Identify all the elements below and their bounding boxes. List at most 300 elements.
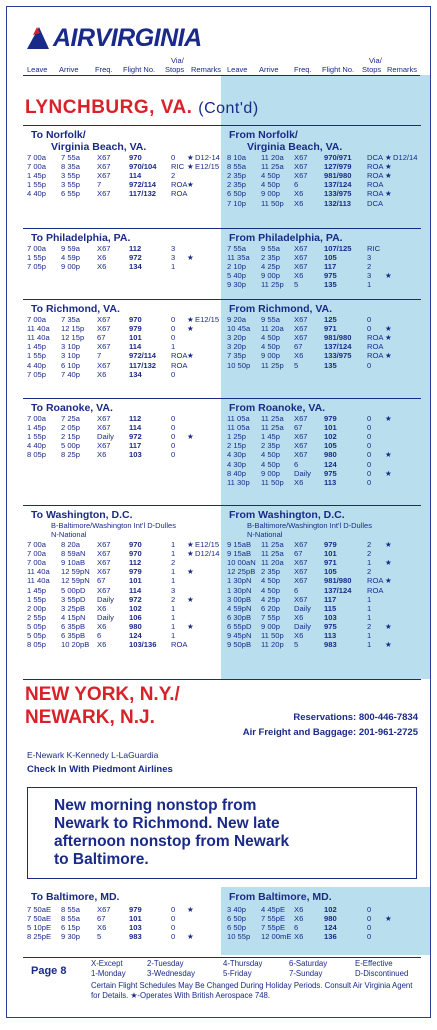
via-stops: 1 xyxy=(171,567,176,577)
arrive-time: 9 10aB xyxy=(61,558,86,568)
flight-number: 133/975 xyxy=(324,189,352,199)
via-stops: ROA xyxy=(367,189,384,199)
leave-time: 5 40p xyxy=(227,271,247,281)
arrive-time: 6 15p xyxy=(61,923,81,933)
frequency: X67 xyxy=(97,342,111,352)
frequency: X6 xyxy=(97,369,107,379)
frequency: X67 xyxy=(294,558,308,568)
city-title-lynchburg xyxy=(25,97,259,119)
to-destination-title: To Norfolk/ xyxy=(31,129,86,141)
via-stops: 0 xyxy=(367,315,372,324)
via-stops: 0 xyxy=(171,153,176,162)
frequency: X67 xyxy=(294,162,308,172)
schedule-row xyxy=(7,460,430,469)
flight-number: 101 xyxy=(129,576,142,586)
arrive-time: 9 00p xyxy=(261,189,281,199)
arrive-time: 9 00p xyxy=(261,271,281,281)
arrive-time: 6 20p xyxy=(261,603,281,613)
leave-time: 7 00a xyxy=(27,244,47,253)
frequency: X67 xyxy=(294,441,308,451)
via-stops: DCA xyxy=(367,198,384,208)
arrive-time: 11 50p xyxy=(261,477,284,487)
remark: E12/15 xyxy=(195,315,220,324)
arrive-time: 4 50p xyxy=(261,459,281,469)
schedule-row xyxy=(7,549,430,558)
via-stops: RIC xyxy=(171,162,185,172)
leave-time: 1 45p xyxy=(27,423,47,433)
col-via: Via/ xyxy=(171,56,184,65)
to-destination-title: To Roanoke, VA. xyxy=(31,402,113,414)
flight-number: 970/104 xyxy=(129,162,157,172)
schedule-row xyxy=(7,262,430,271)
via-stops: ROA xyxy=(171,189,188,199)
aerospace-star: ★ xyxy=(187,351,194,361)
frequency: X67 xyxy=(97,244,111,253)
flight-number: 114 xyxy=(129,585,142,595)
frequency: X67 xyxy=(97,315,111,324)
via-stops: 1 xyxy=(171,612,176,622)
leave-time: 11 40a xyxy=(27,333,50,343)
schedule-row xyxy=(7,576,430,585)
frequency: X67 xyxy=(97,189,111,199)
leave-time: 1 45p xyxy=(27,585,47,595)
arrive-time: 9 30p xyxy=(61,932,81,942)
aerospace-star: ★ xyxy=(385,162,392,172)
leave-time: 8 10a xyxy=(227,153,247,162)
schedule-row xyxy=(7,567,430,576)
arrive-time: 4 50p xyxy=(261,180,281,190)
schedule-row xyxy=(7,450,430,459)
aerospace-star: ★ xyxy=(187,432,194,442)
city-name: LYNCHBURG, VA. xyxy=(25,97,193,118)
flight-number: 113 xyxy=(324,477,337,487)
flight-number: 134 xyxy=(129,369,142,379)
leave-time: 6 30pB xyxy=(227,612,252,622)
aerospace-star: ★ xyxy=(187,549,194,559)
aerospace-star: ★ xyxy=(187,162,194,172)
flight-number: 979 xyxy=(129,567,142,577)
leave-time: 1 45p xyxy=(27,171,47,181)
ny-airports-legend: E-Newark K-Kennedy L-LaGuardia xyxy=(27,750,159,760)
flight-number: 112 xyxy=(129,244,142,253)
leave-time: 3 20p xyxy=(227,342,247,352)
frequency: X6 xyxy=(294,914,304,924)
frequency: 67 xyxy=(294,423,303,433)
legend-item: 5-Friday xyxy=(223,969,252,978)
arrive-time: 4 50p xyxy=(261,450,281,460)
flight-number: 113 xyxy=(324,631,337,640)
arrive-time: 4 45pE xyxy=(261,905,286,914)
aerospace-star: ★ xyxy=(385,914,392,924)
frequency: 5 xyxy=(294,280,299,290)
aerospace-star: ★ xyxy=(385,153,392,162)
arrive-time: 3 55p xyxy=(61,180,81,190)
arrive-time: 8 35a xyxy=(61,162,81,172)
arrive-time: 3 55p xyxy=(61,171,81,181)
frequency: X67 xyxy=(97,171,111,181)
schedule-row xyxy=(7,613,430,622)
via-stops: 3 xyxy=(171,244,176,253)
legend-item: E-Effective xyxy=(355,959,393,968)
aerospace-star: ★ xyxy=(187,153,194,162)
leave-time: 3 00pB xyxy=(227,594,252,604)
flight-number: 117 xyxy=(324,262,337,272)
remark: D12-14 xyxy=(195,153,220,162)
aerospace-star: ★ xyxy=(187,180,194,190)
frequency: X67 xyxy=(97,905,111,914)
leave-time: 10 55p xyxy=(227,932,251,942)
via-stops: 1 xyxy=(171,576,176,586)
schedule-row xyxy=(7,244,430,253)
leave-time: 5 05p xyxy=(27,621,47,631)
frequency: X6 xyxy=(294,198,304,208)
via-stops: 1 xyxy=(367,631,372,640)
schedule-row xyxy=(7,432,430,441)
schedule-row xyxy=(7,414,430,423)
via-stops: ROA xyxy=(367,585,384,595)
leave-time: 7 00a xyxy=(27,549,47,559)
flight-number: 134 xyxy=(129,262,142,272)
frequency: X67 xyxy=(294,432,308,442)
arrive-time: 4 15pN xyxy=(61,612,86,622)
arrive-time: 6 55p xyxy=(61,189,81,199)
schedule-row xyxy=(7,441,430,450)
via-stops: 1 xyxy=(171,540,176,549)
aerospace-star: ★ xyxy=(385,640,392,650)
via-stops: 0 xyxy=(171,333,176,343)
flight-number: 132/113 xyxy=(324,198,352,208)
arrive-time: 3 55pD xyxy=(61,594,86,604)
via-stops: 2 xyxy=(171,594,176,604)
col-stops-r: Stops xyxy=(362,65,382,74)
via-stops: 0 xyxy=(367,932,372,942)
airport-legend-2: N-National xyxy=(247,530,283,539)
via-stops: 0 xyxy=(171,414,176,423)
aerospace-star: ★ xyxy=(385,450,392,460)
to-destination-title-2: Virginia Beach, VA. xyxy=(51,141,147,153)
aerospace-star: ★ xyxy=(385,171,392,181)
promo-line4: to Baltimore. xyxy=(54,851,149,868)
frequency: X67 xyxy=(294,253,308,263)
via-stops: 2 xyxy=(367,540,372,549)
flight-number: 133/975 xyxy=(324,351,352,361)
via-stops: 0 xyxy=(171,315,176,324)
leave-time: 2 15p xyxy=(227,441,247,451)
flight-number: 975 xyxy=(324,621,337,631)
schedule-row xyxy=(7,905,430,914)
schedule-row xyxy=(7,315,430,324)
flight-number: 114 xyxy=(129,171,142,181)
flight-number: 105 xyxy=(324,567,337,577)
arrive-time: 12 15p xyxy=(61,324,85,334)
frequency: X6 xyxy=(294,477,304,487)
flight-number: 115 xyxy=(324,603,337,613)
schedule-row xyxy=(7,914,430,923)
leave-time: 12 25pB xyxy=(227,567,256,577)
flight-number: 980 xyxy=(129,621,142,631)
flight-number: 124 xyxy=(129,631,142,640)
flight-number: 102 xyxy=(324,905,337,914)
leave-time: 2 00p xyxy=(27,603,47,613)
leave-time: 7 00a xyxy=(27,315,47,324)
leave-time: 9 45pN xyxy=(227,631,252,640)
frequency: 67 xyxy=(294,342,303,352)
to-destination-title: To Richmond, VA. xyxy=(31,303,120,315)
arrive-time: 11 25p xyxy=(261,360,284,370)
frequency: 67 xyxy=(97,914,106,924)
flight-number: 117 xyxy=(129,441,142,451)
frequency: X67 xyxy=(97,423,111,433)
schedule-row xyxy=(7,932,430,941)
leave-time: 11 05a xyxy=(227,423,250,433)
leave-time: 9 50pB xyxy=(227,640,252,650)
frequency: X67 xyxy=(294,576,308,586)
aerospace-star: ★ xyxy=(187,567,194,577)
arrive-time: 8 25p xyxy=(61,450,81,460)
frequency: X67 xyxy=(294,315,308,324)
flight-number: 979 xyxy=(324,540,337,549)
air-virginia-logo xyxy=(25,23,202,53)
schedule-row xyxy=(7,423,430,432)
schedule-row xyxy=(7,478,430,487)
via-stops: ROA xyxy=(171,180,188,190)
city-title-newyork xyxy=(25,683,180,729)
frequency: Daily xyxy=(97,594,114,604)
via-stops: 2 xyxy=(367,621,372,631)
arrive-time: 4 25p xyxy=(261,594,281,604)
arrive-time: 8 59aN xyxy=(61,549,86,559)
leave-time: 4 40p xyxy=(27,189,47,199)
remark: D12/14 xyxy=(195,549,220,559)
schedule-row xyxy=(7,342,430,351)
flight-number: 970 xyxy=(129,153,142,162)
flight-number: 101 xyxy=(324,423,337,433)
frequency: X67 xyxy=(294,244,308,253)
leave-time: 8 05p xyxy=(27,450,47,460)
frequency: 5 xyxy=(294,640,299,650)
frequency: 67 xyxy=(97,333,106,343)
frequency: 7 xyxy=(97,180,102,190)
arrive-time: 7 25a xyxy=(61,414,81,423)
arrive-time: 2 05p xyxy=(61,423,81,433)
arrive-time: 12 15p xyxy=(61,333,85,343)
arrive-time: 9 00p xyxy=(261,351,281,361)
flight-number: 112 xyxy=(129,414,142,423)
frequency: X67 xyxy=(97,414,111,423)
flight-number: 114 xyxy=(129,423,142,433)
aerospace-star: ★ xyxy=(187,594,194,604)
frequency: Daily xyxy=(294,621,311,631)
via-stops: 1 xyxy=(367,594,372,604)
arrive-time: 5 00pD xyxy=(61,585,86,595)
via-stops: 0 xyxy=(367,905,372,914)
via-stops: ROA xyxy=(171,640,188,650)
frequency: Daily xyxy=(97,612,114,622)
leave-time: 6 50p xyxy=(227,923,247,933)
legend-item: 1-Monday xyxy=(91,969,126,978)
col-arrive-r: Arrive xyxy=(259,65,279,74)
via-stops: ROA xyxy=(367,171,384,181)
leave-time: 4 40p xyxy=(27,441,47,451)
frequency: X6 xyxy=(294,612,304,622)
flight-number: 981/980 xyxy=(324,333,352,343)
frequency: 6 xyxy=(294,459,299,469)
frequency: X67 xyxy=(97,360,111,370)
arrive-time: 11 25a xyxy=(261,549,284,559)
leave-time: 9 15aB xyxy=(227,549,252,559)
arrive-time: 2 15p xyxy=(61,432,81,442)
arrive-time: 9 00p xyxy=(261,468,281,478)
arrive-time: 4 50p xyxy=(261,171,281,181)
schedule-row xyxy=(7,180,430,189)
flight-number: 117/132 xyxy=(129,189,157,199)
aerospace-star: ★ xyxy=(385,351,392,361)
frequency: 7 xyxy=(97,351,102,361)
arrive-time: 11 25a xyxy=(261,414,284,423)
flight-number: 103/136 xyxy=(129,640,157,650)
frequency: X67 xyxy=(97,540,111,549)
via-stops: 1 xyxy=(171,603,176,613)
leave-time: 7 00a xyxy=(27,540,47,549)
frequency: X6 xyxy=(97,262,107,272)
aerospace-star: ★ xyxy=(187,324,194,334)
aerospace-star: ★ xyxy=(385,558,392,568)
arrive-time: 1 45p xyxy=(261,432,281,442)
aerospace-star: ★ xyxy=(385,540,392,549)
leave-time: 7 00a xyxy=(27,558,47,568)
ny-title-line2: NEWARK, N.J. xyxy=(25,707,155,728)
to-baltimore-title: To Baltimore, MD. xyxy=(31,891,120,903)
section-rule xyxy=(23,299,421,300)
flight-number: 975 xyxy=(324,271,337,281)
via-stops: 3 xyxy=(367,271,372,281)
via-stops: 0 xyxy=(367,441,372,451)
via-stops: 1 xyxy=(171,621,176,631)
arrive-time: 7 40p xyxy=(61,369,81,379)
leave-time: 7 35p xyxy=(227,351,247,361)
flight-number: 137/124 xyxy=(324,585,352,595)
aerospace-star: ★ xyxy=(187,253,194,263)
section-rule xyxy=(23,398,421,399)
col-arrive: Arrive xyxy=(59,65,79,74)
via-stops: ROA xyxy=(171,360,188,370)
arrive-time: 8 55a xyxy=(61,914,81,924)
flight-number: 117 xyxy=(324,594,337,604)
arrive-time: 3 10p xyxy=(61,342,81,352)
flight-number: 970/971 xyxy=(324,153,352,162)
leave-time: 8 05p xyxy=(27,640,47,650)
flight-number: 107/125 xyxy=(324,244,352,253)
schedule-row xyxy=(7,604,430,613)
airline-bird-icon xyxy=(25,25,51,51)
via-stops: 1 xyxy=(171,342,176,352)
remark: E12/15 xyxy=(195,162,220,172)
flight-number: 135 xyxy=(324,360,337,370)
via-stops: ROA xyxy=(367,180,384,190)
via-stops: 0 xyxy=(171,441,176,451)
from-origin-title: From Richmond, VA. xyxy=(229,303,333,315)
via-stops: 3 xyxy=(367,253,372,263)
schedule-row xyxy=(7,324,430,333)
from-origin-title: From Philadelphia, PA. xyxy=(229,232,343,244)
schedule-row xyxy=(7,631,430,640)
airport-legend-2: N-National xyxy=(51,530,87,539)
aerospace-star: ★ xyxy=(187,621,194,631)
frequency: X67 xyxy=(97,441,111,451)
leave-time: 5 05p xyxy=(27,631,47,640)
leave-time: 2 10p xyxy=(227,262,247,272)
leave-time: 11 40a xyxy=(27,324,50,334)
arrive-time: 11 25p xyxy=(261,280,284,290)
leave-time: 3 20p xyxy=(227,333,247,343)
flight-number: 970 xyxy=(129,315,142,324)
arrive-time: 11 50p xyxy=(261,198,284,208)
schedule-row xyxy=(7,171,430,180)
from-origin-title: From Roanoke, VA. xyxy=(229,402,326,414)
frequency: Daily xyxy=(294,468,311,478)
via-stops: 0 xyxy=(367,423,372,433)
frequency: X6 xyxy=(294,631,304,640)
via-stops: 0 xyxy=(171,905,176,914)
frequency: Daily xyxy=(294,603,311,613)
flight-number: 125 xyxy=(324,315,337,324)
arrive-time: 9 00p xyxy=(261,621,281,631)
arrive-time: 7 35a xyxy=(61,315,81,324)
flight-number: 980 xyxy=(324,914,337,924)
leave-time: 11 30p xyxy=(227,477,250,487)
via-stops: DCA xyxy=(367,153,384,162)
frequency: 6 xyxy=(97,631,102,640)
legend-item: 3-Wednesday xyxy=(147,969,195,978)
flight-number: 981/980 xyxy=(324,171,352,181)
via-stops: 0 xyxy=(367,414,372,423)
arrive-time: 11 25a xyxy=(261,162,284,172)
arrive-time: 4 59p xyxy=(61,253,81,263)
via-stops: 0 xyxy=(171,423,176,433)
flight-number: 103 xyxy=(129,450,142,460)
freight-phone: Air Freight and Baggage: 201-961-2725 xyxy=(242,727,418,738)
leave-time: 4 40p xyxy=(27,360,47,370)
airport-legend: B-Baltimore/Washington Int'l D-Dulles xyxy=(247,521,372,530)
header-rule xyxy=(23,75,420,76)
arrive-time: 6 10p xyxy=(61,360,81,370)
via-stops: 0 xyxy=(367,459,372,469)
leave-time: 8 25pE xyxy=(27,932,52,942)
frequency: X67 xyxy=(294,153,308,162)
col-remarks: Remarks xyxy=(191,65,222,74)
via-stops: ROA xyxy=(367,342,384,352)
via-stops: 1 xyxy=(367,612,372,622)
flight-number: 114 xyxy=(129,342,142,352)
arrive-time: 9 00p xyxy=(61,262,81,272)
arrive-time: 4 50p xyxy=(261,333,281,343)
frequency: X67 xyxy=(294,414,308,423)
flight-number: 137/124 xyxy=(324,180,352,190)
via-stops: 0 xyxy=(171,369,176,379)
aerospace-star: ★ xyxy=(187,540,194,549)
frequency: X67 xyxy=(294,540,308,549)
leave-time: 11 35a xyxy=(227,253,250,263)
via-stops: 0 xyxy=(171,450,176,460)
leave-time: 6 50p xyxy=(227,189,247,199)
timetable-page xyxy=(6,6,431,1018)
via-stops: ROA xyxy=(367,333,384,343)
frequency: X6 xyxy=(97,640,107,650)
via-stops: 0 xyxy=(367,432,372,442)
col-remarks-r: Remarks xyxy=(387,65,418,74)
arrive-time: 11 50p xyxy=(261,631,284,640)
arrive-time: 4 50p xyxy=(261,585,281,595)
